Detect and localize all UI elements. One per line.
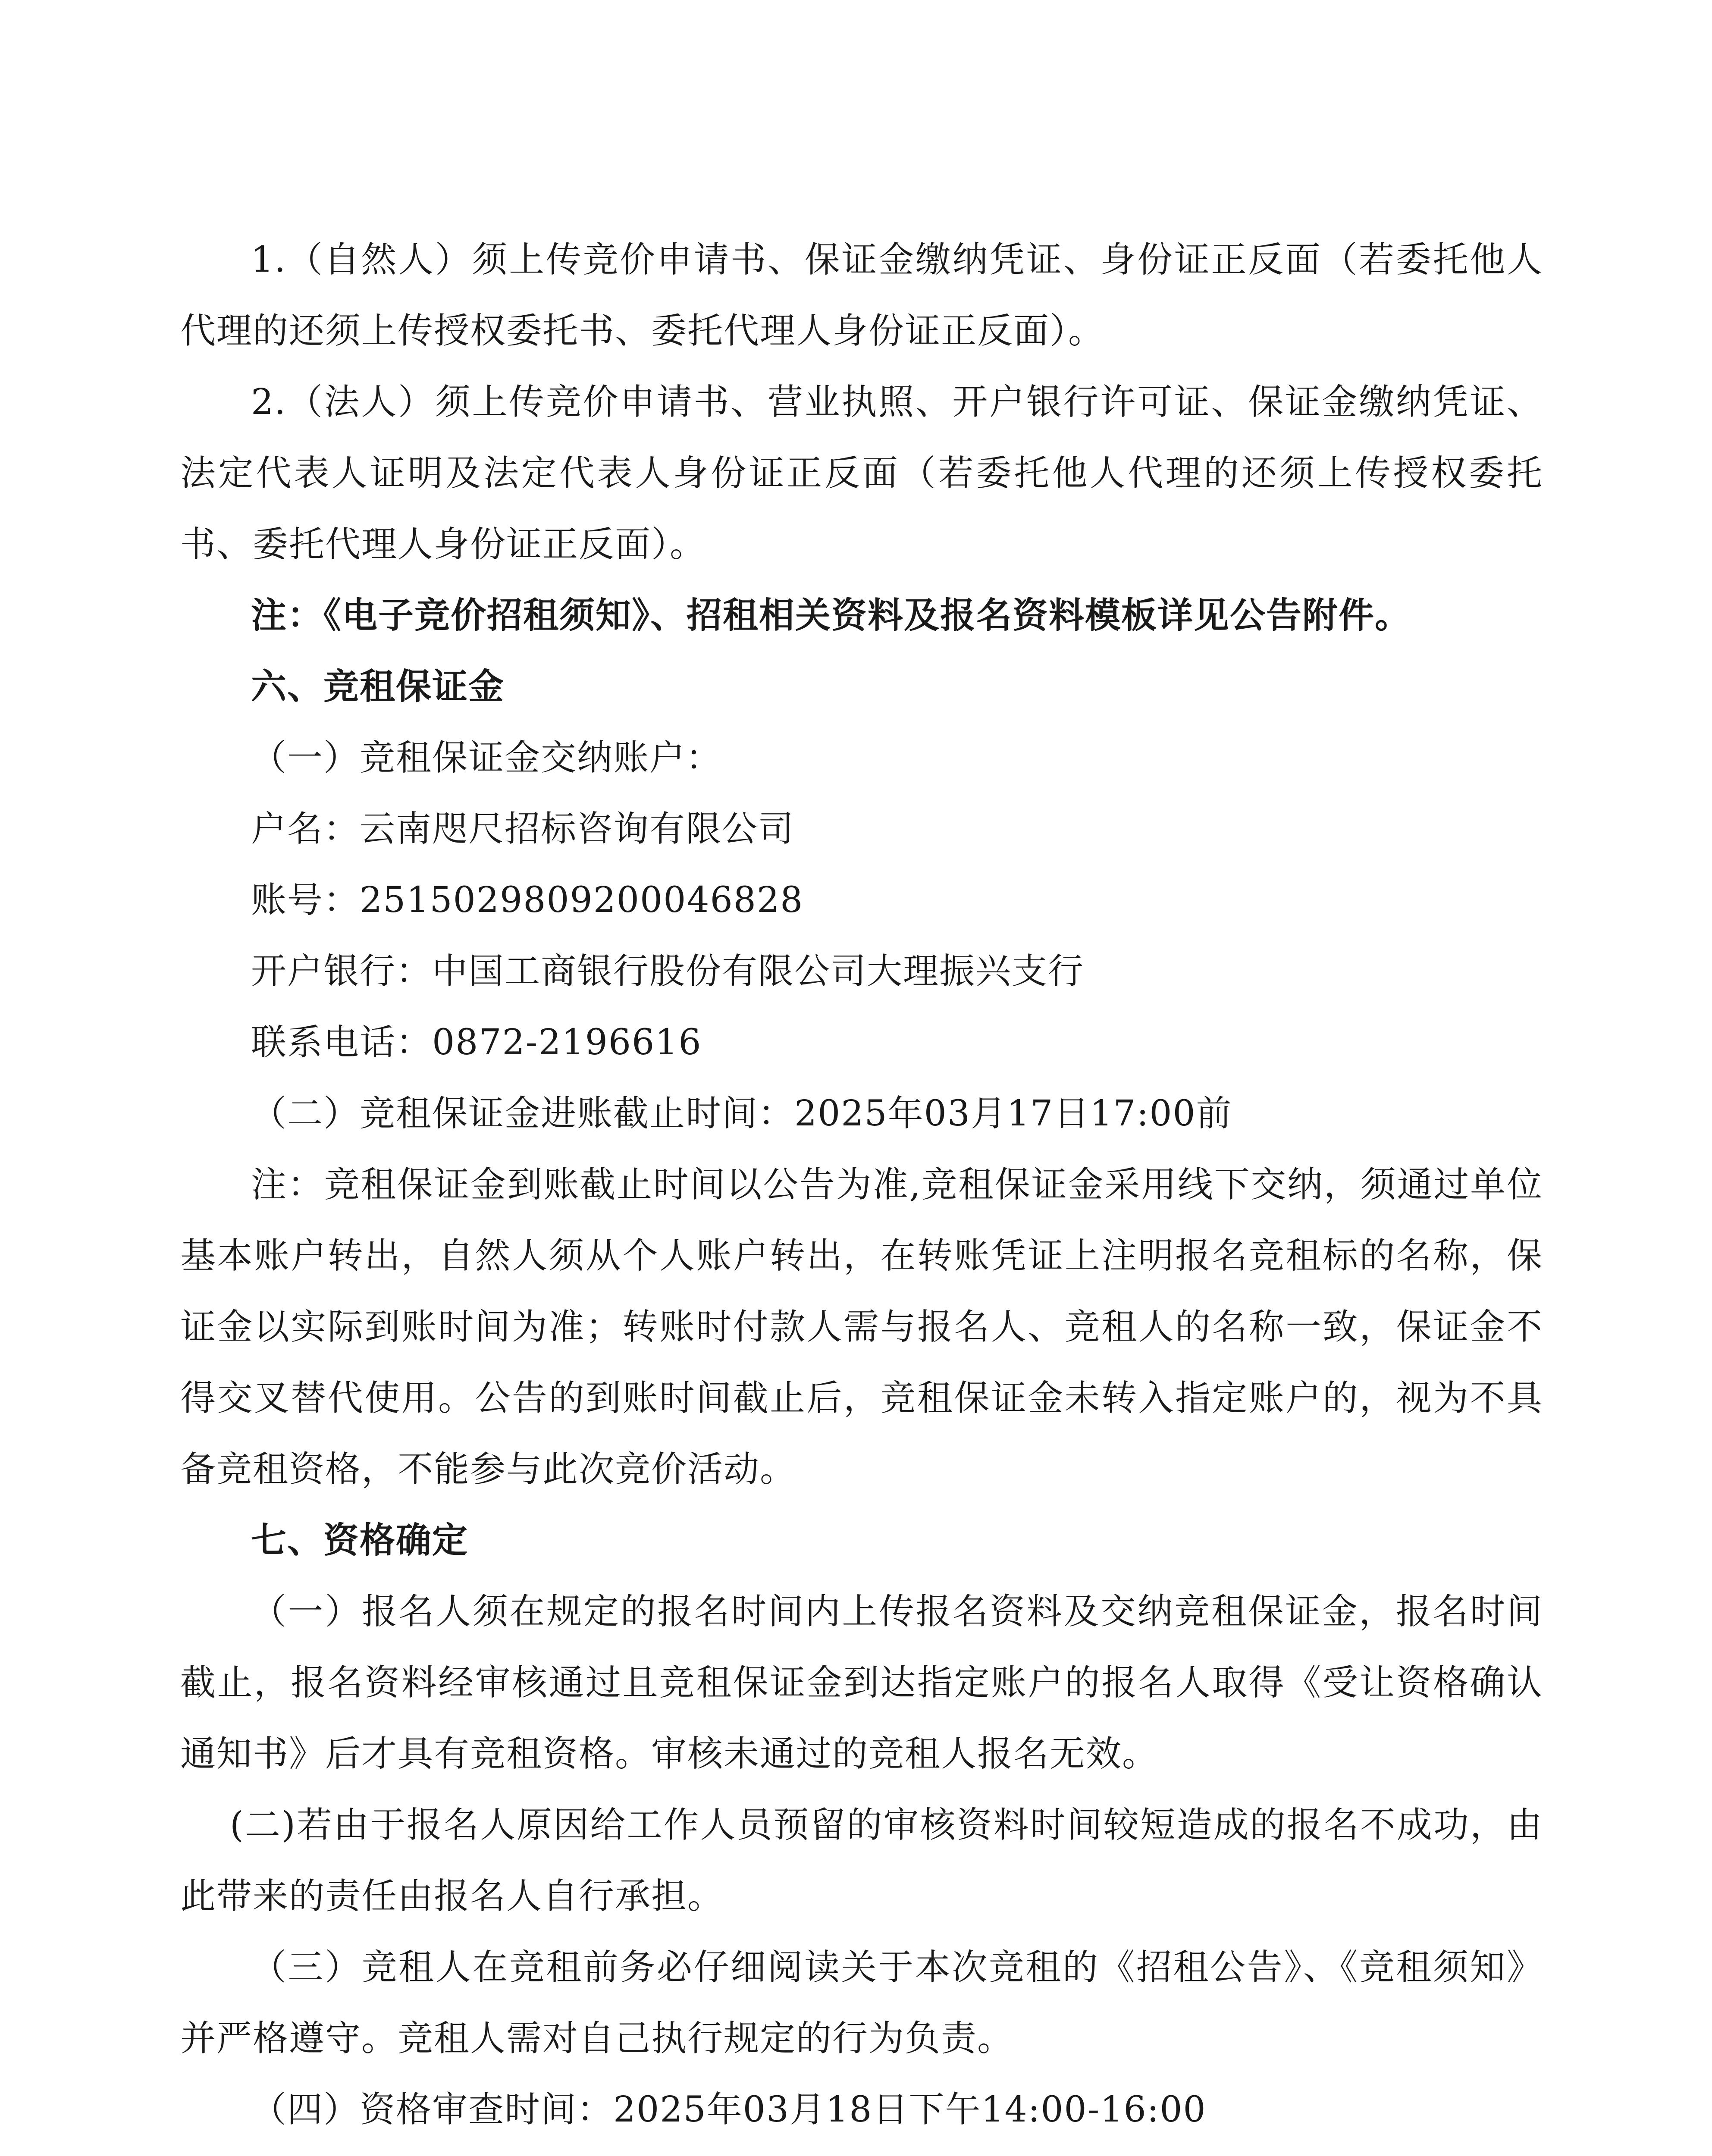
qualification-item-2: (二)若由于报名人原因给工作人员预留的审核资料时间较短造成的报名不成功，由此带来的责任由报名人自行承担。 bbox=[180, 1805, 1543, 1917]
deposit-note: 注：竞租保证金到账截止时间以公告为准,竞租保证金采用线下交纳，须通过单位基本账户转出，自然人须从个人账户转出，在转账凭证上注明报名竞租标的名称，保证金以实际到账时间为准；转账时付款人需与报名人、竞租人的名称一致，保证金不得交叉替代使用。公告的到账时间截止后，竞租保证金未转入指定账户的，视为不具备竞租资格，不能参与此次竞价活动。 bbox=[180, 1164, 1543, 1490]
account-number: 账号：2515029809200046828 bbox=[251, 880, 804, 921]
section-heading-deposit: 六、竞租保证金 bbox=[251, 666, 505, 707]
deposit-account-heading: （一）竞租保证金交纳账户： bbox=[251, 737, 722, 778]
note-attachments: 注：《电子竞价招租须知》、招租相关资料及报名资料模板详见公告附件。 bbox=[251, 595, 1411, 636]
account-name: 户名：云南咫尺招标咨询有限公司 bbox=[251, 808, 795, 849]
contact-phone: 联系电话：0872-2196616 bbox=[251, 1022, 702, 1063]
section-heading-bidding-rules bbox=[180, 2145, 1543, 2156]
qualification-item-3: （三）竞租人在竞租前务必仔细阅读关于本次竞租的《招租公告》、《竞租须知》并严格遵守。竞租人需对自己执行规定的行为负责。 bbox=[180, 1947, 1543, 2059]
document-body bbox=[180, 224, 1543, 2156]
section-heading-qualification: 七、资格确定 bbox=[251, 1520, 469, 1561]
account-bank: 开户银行：中国工商银行股份有限公司大理振兴支行 bbox=[251, 951, 1085, 992]
paragraph-natural-person-requirements: 1.（自然人）须上传竞价申请书、保证金缴纳凭证、身份证正反面（若委托他人代理的还须上传授权委托书、委托代理人身份证正反面）。 bbox=[180, 239, 1543, 351]
qualification-item-1: （一）报名人须在规定的报名时间内上传报名资料及交纳竞租保证金，报名时间截止，报名资料经审核通过且竞租保证金到达指定账户的报名人取得《受让资格确认通知书》后才具有竞租资格。审核未通过的竞租人报名无效。 bbox=[180, 1591, 1543, 1774]
deposit-deadline: （二）竞租保证金进账截止时间：2025年03月17日17:00前 bbox=[251, 1093, 1232, 1134]
paragraph-legal-person-requirements: 2.（法人）须上传竞价申请书、营业执照、开户银行许可证、保证金缴纳凭证、法定代表人证明及法定代表人身份证正反面（若委托他人代理的还须上传授权委托书、委托代理人身份证正反面）。 bbox=[180, 382, 1543, 565]
qualification-review-time: （四）资格审查时间：2025年03月18日下午14:00-16:00 bbox=[251, 2089, 1207, 2130]
